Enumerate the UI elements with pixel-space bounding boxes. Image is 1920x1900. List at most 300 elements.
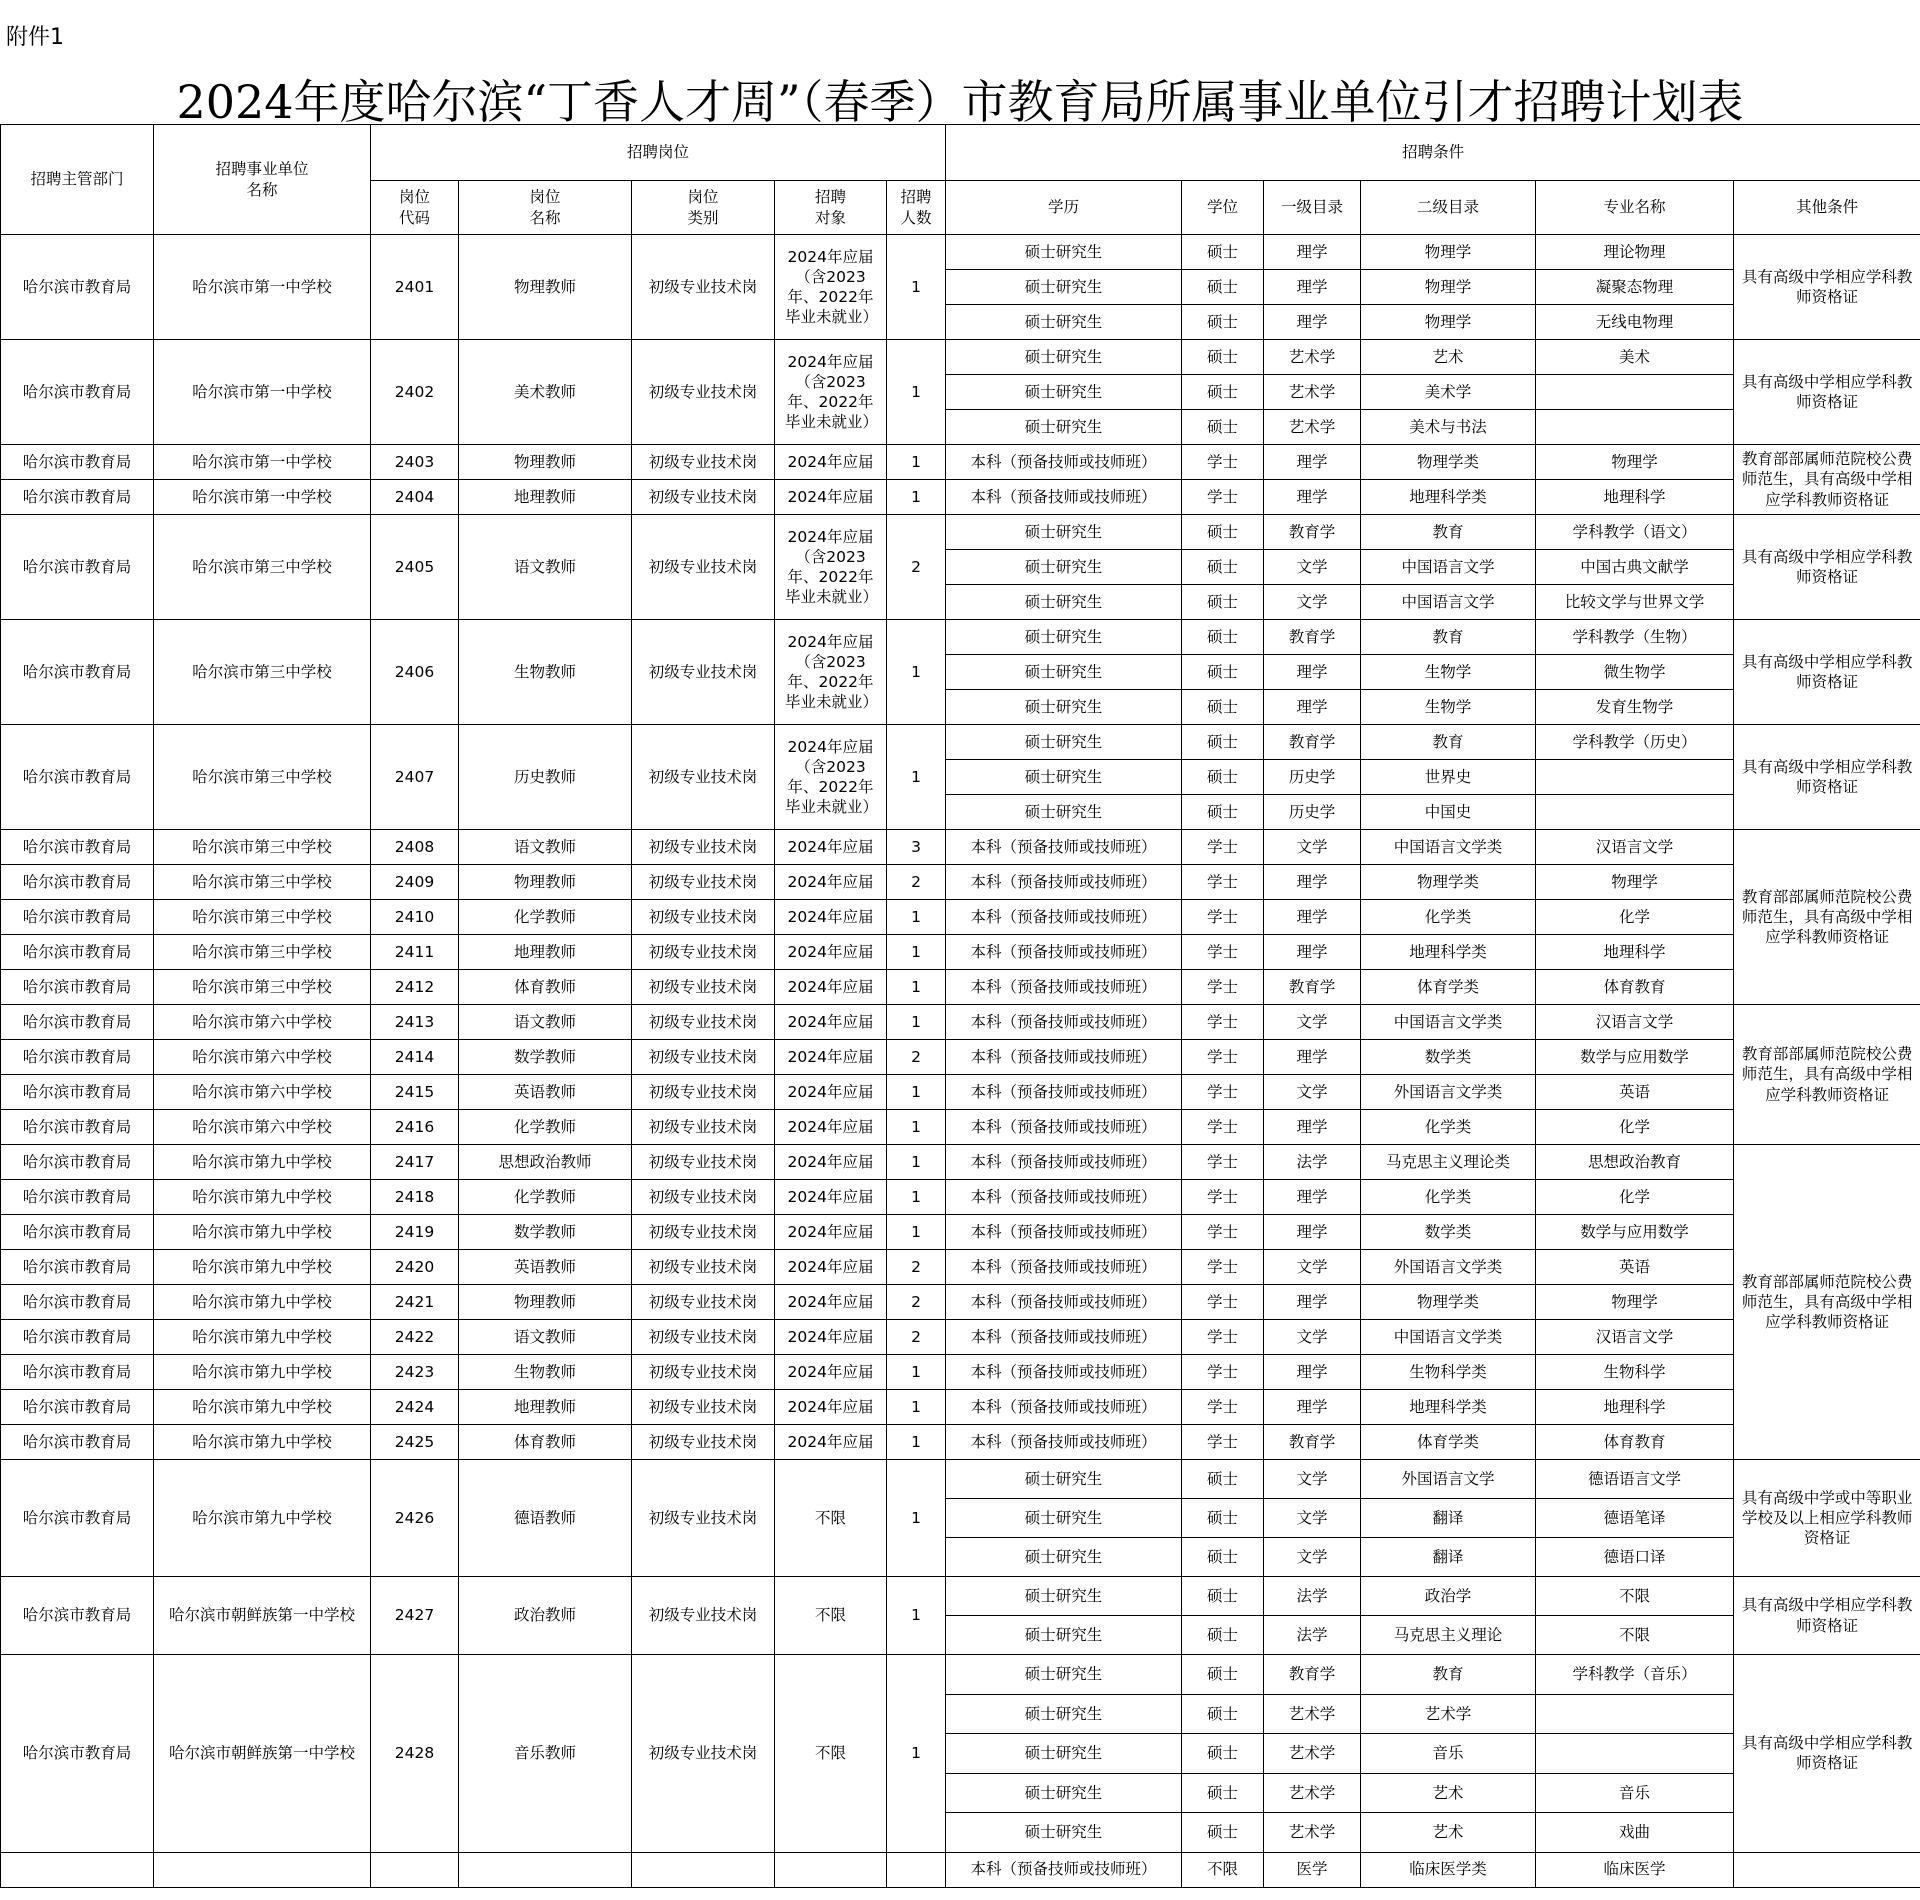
table-row xyxy=(1,1250,1920,1285)
level1-cell: 文学 xyxy=(1264,1320,1361,1355)
level2-cell: 体育学类 xyxy=(1361,1425,1536,1460)
post-name-cell: 物理教师 xyxy=(459,1285,632,1320)
major-cell: 体育教育 xyxy=(1536,970,1734,1005)
level2-cell: 教育 xyxy=(1361,725,1536,760)
post-category-cell: 初级专业技术岗 xyxy=(632,515,775,620)
level1-cell: 教育学 xyxy=(1264,725,1361,760)
post-category-cell: 初级专业技术岗 xyxy=(632,1110,775,1145)
level1-cell: 理学 xyxy=(1264,1285,1361,1320)
post-category-cell xyxy=(632,1852,775,1887)
level1-cell: 艺术学 xyxy=(1264,410,1361,445)
post-category-cell: 初级专业技术岗 xyxy=(632,1655,775,1853)
degree-cell: 硕士 xyxy=(1182,1499,1264,1538)
target-cell: 2024年应届 xyxy=(775,1320,887,1355)
count-cell: 1 xyxy=(887,235,946,340)
target-cell: 2024年应届 xyxy=(775,1075,887,1110)
education-cell: 本科（预备技师或技师班） xyxy=(946,1040,1182,1075)
education-cell: 硕士研究生 xyxy=(946,550,1182,585)
degree-cell: 硕士 xyxy=(1182,1577,1264,1616)
level2-cell: 中国语言文学 xyxy=(1361,585,1536,620)
table-row xyxy=(1,1145,1920,1180)
unit-cell: 哈尔滨市第三中学校 xyxy=(154,830,371,865)
count-cell: 2 xyxy=(887,1250,946,1285)
table-body xyxy=(1,235,1920,1888)
table-row xyxy=(1,1110,1920,1145)
header-condition-group: 招聘条件 xyxy=(946,125,1920,181)
major-cell: 体育教育 xyxy=(1536,1425,1734,1460)
level1-cell: 理学 xyxy=(1264,270,1361,305)
level2-cell: 中国语言文学类 xyxy=(1361,830,1536,865)
degree-cell: 学士 xyxy=(1182,1005,1264,1040)
dept-cell: 哈尔滨市教育局 xyxy=(1,480,154,515)
level2-cell: 生物科学类 xyxy=(1361,1355,1536,1390)
level2-cell: 外国语言文学 xyxy=(1361,1460,1536,1499)
level1-cell: 文学 xyxy=(1264,830,1361,865)
target-cell: 2024年应届 xyxy=(775,1040,887,1075)
degree-cell: 学士 xyxy=(1182,1285,1264,1320)
degree-cell: 硕士 xyxy=(1182,340,1264,375)
degree-cell: 硕士 xyxy=(1182,620,1264,655)
dept-cell: 哈尔滨市教育局 xyxy=(1,1577,154,1655)
post-category-cell: 初级专业技术岗 xyxy=(632,235,775,340)
post-category-cell: 初级专业技术岗 xyxy=(632,620,775,725)
target-cell: 2024年应届 xyxy=(775,1180,887,1215)
target-cell: 2024年应届 xyxy=(775,1425,887,1460)
degree-cell: 硕士 xyxy=(1182,1460,1264,1499)
level1-cell: 艺术学 xyxy=(1264,1694,1361,1734)
education-cell: 本科（预备技师或技师班） xyxy=(946,900,1182,935)
degree-cell: 硕士 xyxy=(1182,1734,1264,1774)
level1-cell: 教育学 xyxy=(1264,1425,1361,1460)
dept-cell: 哈尔滨市教育局 xyxy=(1,1145,154,1180)
level2-cell: 数学类 xyxy=(1361,1215,1536,1250)
post-name-cell: 体育教师 xyxy=(459,970,632,1005)
education-cell: 硕士研究生 xyxy=(946,690,1182,725)
count-cell: 2 xyxy=(887,1320,946,1355)
post-category-cell: 初级专业技术岗 xyxy=(632,900,775,935)
degree-cell: 硕士 xyxy=(1182,1694,1264,1734)
degree-cell: 学士 xyxy=(1182,1425,1264,1460)
target-cell: 2024年应届（含2023年、2022年毕业未就业） xyxy=(775,235,887,340)
degree-cell: 不限 xyxy=(1182,1852,1264,1887)
major-cell: 美术 xyxy=(1536,340,1734,375)
post-code-cell: 2406 xyxy=(371,620,459,725)
level1-cell: 理学 xyxy=(1264,235,1361,270)
unit-cell: 哈尔滨市第三中学校 xyxy=(154,620,371,725)
degree-cell: 学士 xyxy=(1182,1180,1264,1215)
degree-cell: 硕士 xyxy=(1182,585,1264,620)
post-code-cell: 2402 xyxy=(371,340,459,445)
level2-cell: 中国语言文学类 xyxy=(1361,1320,1536,1355)
level2-cell: 艺术 xyxy=(1361,340,1536,375)
count-cell: 1 xyxy=(887,900,946,935)
post-name-cell: 语文教师 xyxy=(459,515,632,620)
major-cell xyxy=(1536,1734,1734,1774)
education-cell: 本科（预备技师或技师班） xyxy=(946,1355,1182,1390)
level1-cell: 教育学 xyxy=(1264,515,1361,550)
header-dept: 招聘主管部门 xyxy=(1,125,154,235)
education-cell: 硕士研究生 xyxy=(946,1538,1182,1577)
post-name-cell: 思想政治教师 xyxy=(459,1145,632,1180)
header-level2: 二级目录 xyxy=(1361,181,1536,235)
post-code-cell xyxy=(371,1852,459,1887)
unit-cell: 哈尔滨市第九中学校 xyxy=(154,1320,371,1355)
post-code-cell: 2410 xyxy=(371,900,459,935)
level2-cell: 翻译 xyxy=(1361,1538,1536,1577)
level2-cell: 地理科学类 xyxy=(1361,935,1536,970)
unit-cell: 哈尔滨市第一中学校 xyxy=(154,340,371,445)
recruitment-plan-table xyxy=(0,124,1920,1888)
major-cell: 化学 xyxy=(1536,1180,1734,1215)
education-cell: 本科（预备技师或技师班） xyxy=(946,1145,1182,1180)
level1-cell: 文学 xyxy=(1264,1460,1361,1499)
dept-cell: 哈尔滨市教育局 xyxy=(1,970,154,1005)
major-cell: 英语 xyxy=(1536,1075,1734,1110)
degree-cell: 硕士 xyxy=(1182,270,1264,305)
count-cell: 1 xyxy=(887,1005,946,1040)
post-category-cell: 初级专业技术岗 xyxy=(632,1320,775,1355)
table-row xyxy=(1,340,1920,375)
post-category-cell: 初级专业技术岗 xyxy=(632,1355,775,1390)
dept-cell: 哈尔滨市教育局 xyxy=(1,445,154,480)
degree-cell: 硕士 xyxy=(1182,725,1264,760)
level2-cell: 生物学 xyxy=(1361,690,1536,725)
post-category-cell: 初级专业技术岗 xyxy=(632,480,775,515)
level2-cell: 世界史 xyxy=(1361,760,1536,795)
major-cell: 凝聚态物理 xyxy=(1536,270,1734,305)
degree-cell: 学士 xyxy=(1182,1040,1264,1075)
dept-cell: 哈尔滨市教育局 xyxy=(1,620,154,725)
level2-cell: 物理学类 xyxy=(1361,865,1536,900)
level2-cell: 音乐 xyxy=(1361,1734,1536,1774)
education-cell: 硕士研究生 xyxy=(946,1577,1182,1616)
education-cell: 硕士研究生 xyxy=(946,585,1182,620)
post-name-cell: 音乐教师 xyxy=(459,1655,632,1853)
level1-cell: 理学 xyxy=(1264,1110,1361,1145)
table-row xyxy=(1,1460,1920,1499)
post-code-cell: 2411 xyxy=(371,935,459,970)
post-code-cell: 2421 xyxy=(371,1285,459,1320)
count-cell: 1 xyxy=(887,1355,946,1390)
other-condition-cell: 教育部部属师范院校公费师范生，具有高级中学相应学科教师资格证 xyxy=(1734,445,1920,515)
level1-cell: 艺术学 xyxy=(1264,1734,1361,1774)
major-cell: 学科教学（音乐） xyxy=(1536,1655,1734,1695)
header-category: 岗位 类别 xyxy=(632,181,775,235)
count-cell: 1 xyxy=(887,1110,946,1145)
table-row xyxy=(1,935,1920,970)
target-cell: 2024年应届 xyxy=(775,1390,887,1425)
degree-cell: 学士 xyxy=(1182,1215,1264,1250)
target-cell: 2024年应届 xyxy=(775,865,887,900)
count-cell: 1 xyxy=(887,620,946,725)
level1-cell: 理学 xyxy=(1264,1355,1361,1390)
header-level1: 一级目录 xyxy=(1264,181,1361,235)
post-code-cell: 2401 xyxy=(371,235,459,340)
degree-cell: 学士 xyxy=(1182,970,1264,1005)
other-condition-cell: 具有高级中学相应学科教师资格证 xyxy=(1734,515,1920,620)
unit-cell: 哈尔滨市第九中学校 xyxy=(154,1425,371,1460)
target-cell: 2024年应届 xyxy=(775,1250,887,1285)
degree-cell: 硕士 xyxy=(1182,410,1264,445)
level2-cell: 物理学 xyxy=(1361,270,1536,305)
post-code-cell: 2425 xyxy=(371,1425,459,1460)
level1-cell: 理学 xyxy=(1264,1040,1361,1075)
table-row xyxy=(1,1180,1920,1215)
level2-cell: 美术学 xyxy=(1361,375,1536,410)
education-cell: 本科（预备技师或技师班） xyxy=(946,1250,1182,1285)
table-row xyxy=(1,445,1920,480)
table-row xyxy=(1,970,1920,1005)
major-cell: 戏曲 xyxy=(1536,1813,1734,1853)
count-cell: 1 xyxy=(887,935,946,970)
degree-cell: 硕士 xyxy=(1182,690,1264,725)
post-code-cell: 2407 xyxy=(371,725,459,830)
table-row xyxy=(1,235,1920,270)
count-cell: 1 xyxy=(887,1145,946,1180)
degree-cell: 学士 xyxy=(1182,865,1264,900)
level1-cell: 文学 xyxy=(1264,1075,1361,1110)
count-cell: 1 xyxy=(887,480,946,515)
header-unit: 招聘事业单位 名称 xyxy=(154,125,371,235)
target-cell: 2024年应届 xyxy=(775,1285,887,1320)
post-code-cell: 2419 xyxy=(371,1215,459,1250)
unit-cell: 哈尔滨市第三中学校 xyxy=(154,935,371,970)
level2-cell: 中国语言文学 xyxy=(1361,550,1536,585)
major-cell: 数学与应用数学 xyxy=(1536,1040,1734,1075)
major-cell: 无线电物理 xyxy=(1536,305,1734,340)
unit-cell: 哈尔滨市第九中学校 xyxy=(154,1215,371,1250)
level2-cell: 地理科学类 xyxy=(1361,480,1536,515)
level1-cell: 理学 xyxy=(1264,655,1361,690)
post-category-cell: 初级专业技术岗 xyxy=(632,1040,775,1075)
education-cell: 本科（预备技师或技师班） xyxy=(946,1005,1182,1040)
target-cell: 2024年应届（含2023年、2022年毕业未就业） xyxy=(775,515,887,620)
post-code-cell: 2405 xyxy=(371,515,459,620)
header-degree: 学位 xyxy=(1182,181,1264,235)
dept-cell: 哈尔滨市教育局 xyxy=(1,1215,154,1250)
education-cell: 硕士研究生 xyxy=(946,1734,1182,1774)
post-category-cell: 初级专业技术岗 xyxy=(632,970,775,1005)
education-cell: 硕士研究生 xyxy=(946,410,1182,445)
unit-cell: 哈尔滨市第九中学校 xyxy=(154,1460,371,1577)
post-name-cell: 美术教师 xyxy=(459,340,632,445)
education-cell: 本科（预备技师或技师班） xyxy=(946,865,1182,900)
dept-cell: 哈尔滨市教育局 xyxy=(1,1250,154,1285)
target-cell: 2024年应届 xyxy=(775,970,887,1005)
count-cell: 1 xyxy=(887,970,946,1005)
level2-cell: 物理学 xyxy=(1361,305,1536,340)
major-cell: 化学 xyxy=(1536,1110,1734,1145)
table-row xyxy=(1,1355,1920,1390)
unit-cell: 哈尔滨市第九中学校 xyxy=(154,1180,371,1215)
post-code-cell: 2412 xyxy=(371,970,459,1005)
major-cell: 物理学 xyxy=(1536,1285,1734,1320)
education-cell: 本科（预备技师或技师班） xyxy=(946,1075,1182,1110)
table-row xyxy=(1,620,1920,655)
major-cell: 物理学 xyxy=(1536,445,1734,480)
level1-cell: 理学 xyxy=(1264,305,1361,340)
level1-cell: 教育学 xyxy=(1264,970,1361,1005)
level1-cell: 教育学 xyxy=(1264,620,1361,655)
dept-cell: 哈尔滨市教育局 xyxy=(1,1655,154,1853)
degree-cell: 学士 xyxy=(1182,900,1264,935)
major-cell: 中国古典文献学 xyxy=(1536,550,1734,585)
table-row xyxy=(1,1577,1920,1616)
post-category-cell: 初级专业技术岗 xyxy=(632,1180,775,1215)
table-row xyxy=(1,1215,1920,1250)
level1-cell: 理学 xyxy=(1264,1390,1361,1425)
level1-cell: 法学 xyxy=(1264,1145,1361,1180)
level2-cell: 教育 xyxy=(1361,620,1536,655)
unit-cell: 哈尔滨市第一中学校 xyxy=(154,480,371,515)
major-cell: 不限 xyxy=(1536,1577,1734,1616)
level2-cell: 政治学 xyxy=(1361,1577,1536,1616)
level2-cell: 翻译 xyxy=(1361,1499,1536,1538)
other-condition-cell: 具有高级中学相应学科教师资格证 xyxy=(1734,1655,1920,1853)
page-title: 2024年度哈尔滨“丁香人才周”（春季）市教育局所属事业单位引才招聘计划表 xyxy=(176,75,1744,129)
level1-cell: 艺术学 xyxy=(1264,1773,1361,1813)
degree-cell: 学士 xyxy=(1182,935,1264,970)
major-cell: 音乐 xyxy=(1536,1773,1734,1813)
post-name-cell: 化学教师 xyxy=(459,900,632,935)
post-category-cell: 初级专业技术岗 xyxy=(632,725,775,830)
count-cell: 2 xyxy=(887,1285,946,1320)
level1-cell: 文学 xyxy=(1264,585,1361,620)
post-category-cell: 初级专业技术岗 xyxy=(632,1250,775,1285)
target-cell: 不限 xyxy=(775,1577,887,1655)
dept-cell: 哈尔滨市教育局 xyxy=(1,235,154,340)
table-row xyxy=(1,1425,1920,1460)
post-name-cell: 物理教师 xyxy=(459,865,632,900)
degree-cell: 学士 xyxy=(1182,1320,1264,1355)
header-target: 招聘 对象 xyxy=(775,181,887,235)
level1-cell: 理学 xyxy=(1264,480,1361,515)
dept-cell: 哈尔滨市教育局 xyxy=(1,1390,154,1425)
major-cell: 化学 xyxy=(1536,900,1734,935)
level2-cell: 生物学 xyxy=(1361,655,1536,690)
count-cell: 1 xyxy=(887,445,946,480)
other-condition-cell xyxy=(1734,1852,1920,1887)
degree-cell: 硕士 xyxy=(1182,375,1264,410)
post-name-cell: 地理教师 xyxy=(459,935,632,970)
target-cell: 2024年应届 xyxy=(775,935,887,970)
education-cell: 本科（预备技师或技师班） xyxy=(946,1110,1182,1145)
count-cell: 1 xyxy=(887,1425,946,1460)
count-cell xyxy=(887,1852,946,1887)
education-cell: 本科（预备技师或技师班） xyxy=(946,830,1182,865)
education-cell: 本科（预备技师或技师班） xyxy=(946,970,1182,1005)
target-cell xyxy=(775,1852,887,1887)
level1-cell: 理学 xyxy=(1264,690,1361,725)
education-cell: 本科（预备技师或技师班） xyxy=(946,935,1182,970)
post-code-cell: 2427 xyxy=(371,1577,459,1655)
post-category-cell: 初级专业技术岗 xyxy=(632,445,775,480)
post-name-cell: 地理教师 xyxy=(459,480,632,515)
post-category-cell: 初级专业技术岗 xyxy=(632,1577,775,1655)
major-cell: 汉语言文学 xyxy=(1536,1005,1734,1040)
table-row xyxy=(1,1005,1920,1040)
post-name-cell: 英语教师 xyxy=(459,1250,632,1285)
count-cell: 1 xyxy=(887,1655,946,1853)
other-condition-cell: 教育部部属师范院校公费师范生，具有高级中学相应学科教师资格证 xyxy=(1734,830,1920,1005)
header-major: 专业名称 xyxy=(1536,181,1734,235)
major-cell: 发育生物学 xyxy=(1536,690,1734,725)
target-cell: 2024年应届（含2023年、2022年毕业未就业） xyxy=(775,725,887,830)
major-cell: 生物科学 xyxy=(1536,1355,1734,1390)
post-category-cell: 初级专业技术岗 xyxy=(632,340,775,445)
level2-cell: 外国语言文学类 xyxy=(1361,1075,1536,1110)
level2-cell: 艺术学 xyxy=(1361,1694,1536,1734)
education-cell: 本科（预备技师或技师班） xyxy=(946,1390,1182,1425)
level2-cell: 化学类 xyxy=(1361,1110,1536,1145)
level2-cell: 马克思主义理论 xyxy=(1361,1616,1536,1655)
major-cell: 汉语言文学 xyxy=(1536,1320,1734,1355)
count-cell: 2 xyxy=(887,865,946,900)
dept-cell: 哈尔滨市教育局 xyxy=(1,900,154,935)
degree-cell: 硕士 xyxy=(1182,795,1264,830)
unit-cell: 哈尔滨市第九中学校 xyxy=(154,1250,371,1285)
post-name-cell: 体育教师 xyxy=(459,1425,632,1460)
level1-cell: 法学 xyxy=(1264,1616,1361,1655)
dept-cell: 哈尔滨市教育局 xyxy=(1,1005,154,1040)
level1-cell: 理学 xyxy=(1264,445,1361,480)
dept-cell xyxy=(1,1852,154,1887)
post-name-cell: 数学教师 xyxy=(459,1040,632,1075)
level1-cell: 理学 xyxy=(1264,865,1361,900)
post-category-cell: 初级专业技术岗 xyxy=(632,1460,775,1577)
unit-cell xyxy=(154,1852,371,1887)
table-row xyxy=(1,900,1920,935)
education-cell: 硕士研究生 xyxy=(946,725,1182,760)
major-cell: 德语笔译 xyxy=(1536,1499,1734,1538)
degree-cell: 硕士 xyxy=(1182,760,1264,795)
count-cell: 1 xyxy=(887,725,946,830)
post-code-cell: 2404 xyxy=(371,480,459,515)
major-cell: 学科教学（生物） xyxy=(1536,620,1734,655)
degree-cell: 硕士 xyxy=(1182,515,1264,550)
degree-cell: 学士 xyxy=(1182,830,1264,865)
post-name-cell: 生物教师 xyxy=(459,620,632,725)
degree-cell: 硕士 xyxy=(1182,1773,1264,1813)
degree-cell: 硕士 xyxy=(1182,305,1264,340)
count-cell: 1 xyxy=(887,1390,946,1425)
major-cell: 地理科学 xyxy=(1536,1390,1734,1425)
level2-cell: 艺术 xyxy=(1361,1813,1536,1853)
degree-cell: 硕士 xyxy=(1182,550,1264,585)
level2-cell: 中国语言文学类 xyxy=(1361,1005,1536,1040)
other-condition-cell: 具有高级中学相应学科教师资格证 xyxy=(1734,1577,1920,1655)
education-cell: 硕士研究生 xyxy=(946,515,1182,550)
degree-cell: 硕士 xyxy=(1182,1813,1264,1853)
count-cell: 1 xyxy=(887,340,946,445)
unit-cell: 哈尔滨市朝鲜族第一中学校 xyxy=(154,1655,371,1853)
other-condition-cell: 具有高级中学相应学科教师资格证 xyxy=(1734,340,1920,445)
unit-cell: 哈尔滨市第六中学校 xyxy=(154,1005,371,1040)
education-cell: 硕士研究生 xyxy=(946,1460,1182,1499)
dept-cell: 哈尔滨市教育局 xyxy=(1,1460,154,1577)
target-cell: 2024年应届（含2023年、2022年毕业未就业） xyxy=(775,340,887,445)
education-cell: 硕士研究生 xyxy=(946,235,1182,270)
education-cell: 硕士研究生 xyxy=(946,340,1182,375)
count-cell: 1 xyxy=(887,1577,946,1655)
education-cell: 硕士研究生 xyxy=(946,1616,1182,1655)
target-cell: 不限 xyxy=(775,1460,887,1577)
degree-cell: 学士 xyxy=(1182,445,1264,480)
dept-cell: 哈尔滨市教育局 xyxy=(1,1040,154,1075)
unit-cell: 哈尔滨市第六中学校 xyxy=(154,1110,371,1145)
degree-cell: 学士 xyxy=(1182,1075,1264,1110)
degree-cell: 学士 xyxy=(1182,1355,1264,1390)
